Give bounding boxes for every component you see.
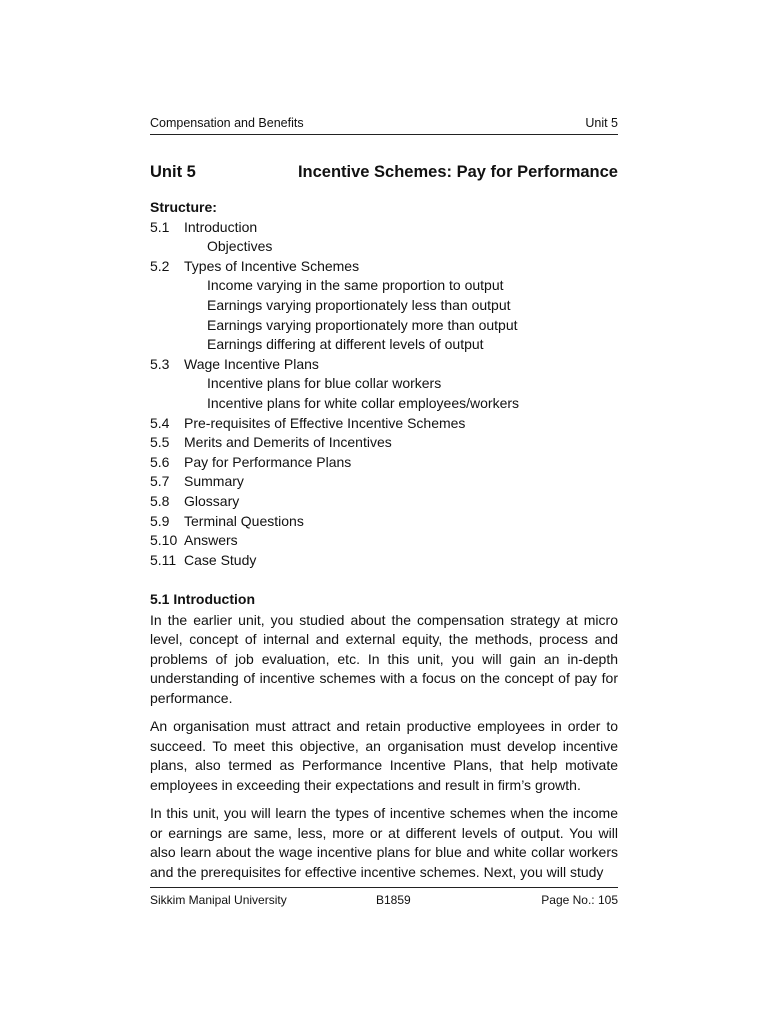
toc-item xyxy=(150,257,618,277)
footer-divider xyxy=(150,887,618,888)
table-of-contents xyxy=(150,198,618,570)
structure-heading: Structure: xyxy=(150,199,217,215)
toc-subitem: Incentive plans for white collar employees/workers xyxy=(207,394,520,411)
toc-item xyxy=(150,433,618,453)
toc-item-number: 5.4 xyxy=(150,414,170,431)
toc-subitem: Earnings varying proportionately more than output xyxy=(207,316,518,333)
running-header xyxy=(150,116,618,130)
toc-item-label: Terminal Questions xyxy=(184,512,304,529)
toc-item xyxy=(150,531,618,551)
toc-item-number: 5.6 xyxy=(150,453,170,470)
toc-item-label: Glossary xyxy=(184,492,240,509)
toc-item-number: 5.9 xyxy=(150,512,170,529)
toc-item xyxy=(150,551,618,571)
header-divider xyxy=(150,134,618,135)
footer-university: Sikkim Manipal University xyxy=(150,893,287,907)
toc-item xyxy=(150,472,618,492)
toc-item-label: Pay for Performance Plans xyxy=(184,453,352,470)
toc-subitem: Earnings differing at different levels of output xyxy=(207,336,484,353)
footer-page-number: Page No.: 105 xyxy=(541,893,618,907)
toc-item xyxy=(150,492,618,512)
toc-list xyxy=(150,218,618,571)
paragraph: In the earlier unit, you studied about the compensation strategy at micro level, concept of internal and external equity, the methods, process and problems of job evaluation, etc. In this unit, you will gain an in-depth understanding of incentive schemes with a focus on the concept of pay for performance. xyxy=(150,611,618,706)
toc-item-number: 5.7 xyxy=(150,473,170,490)
toc-subitem: Incentive plans for blue collar workers xyxy=(207,375,442,392)
unit-name: Incentive Schemes: Pay for Performance xyxy=(297,163,618,181)
toc-item-label: Pre-requisites of Effective Incentive Schemes xyxy=(184,414,466,431)
toc-item-label: Wage Incentive Plans xyxy=(184,355,319,372)
toc-item xyxy=(150,218,618,238)
toc-item-number: 5.11 xyxy=(150,551,177,568)
toc-item-label: Introduction xyxy=(184,218,258,235)
toc-item-number: 5.2 xyxy=(150,257,170,274)
toc-item-label: Answers xyxy=(184,532,238,549)
header-course-title: Compensation and Benefits xyxy=(150,116,304,130)
toc-item-number: 5.5 xyxy=(150,434,170,451)
paragraph: In this unit, you will learn the types of incentive schemes when the income or earnings are same, less, more or at different levels of output. You will also learn about the wage incentive plans for blue and white collar workers and the prerequisites for effective incentive schemes. Next, you will study xyxy=(150,805,618,880)
header-unit-label: Unit 5 xyxy=(585,116,618,130)
toc-item-label: Merits and Demerits of Incentives xyxy=(184,434,392,451)
section-heading: 5.1 Introduction xyxy=(150,591,255,607)
toc-item xyxy=(150,512,618,532)
toc-item-label: Case Study xyxy=(184,551,257,568)
footer-code: B1859 xyxy=(376,893,411,907)
toc-item-label: Types of Incentive Schemes xyxy=(184,257,360,274)
toc-subitem: Earnings varying proportionately less than output xyxy=(207,296,511,313)
toc-item xyxy=(150,355,618,375)
toc-subitem: Income varying in the same proportion to output xyxy=(207,277,504,294)
toc-item-number: 5.10 xyxy=(150,532,178,549)
toc-subitem: Objectives xyxy=(207,238,273,255)
toc-item-label: Summary xyxy=(184,473,244,490)
paragraph: An organisation must attract and retain productive employees in order to succeed. To meet this objective, an organisation must develop incentive plans, also termed as Performance Incentive Plans, that help motivate employees in exceeding their expectations and result in firm’s growth. xyxy=(150,718,618,793)
toc-item-number: 5.1 xyxy=(150,218,170,235)
toc-item xyxy=(150,453,618,473)
introduction-section xyxy=(150,590,618,891)
unit-number: Unit 5 xyxy=(150,163,196,181)
toc-item-number: 5.3 xyxy=(150,355,170,372)
toc-item xyxy=(150,414,618,434)
toc-item-number: 5.8 xyxy=(150,492,170,509)
